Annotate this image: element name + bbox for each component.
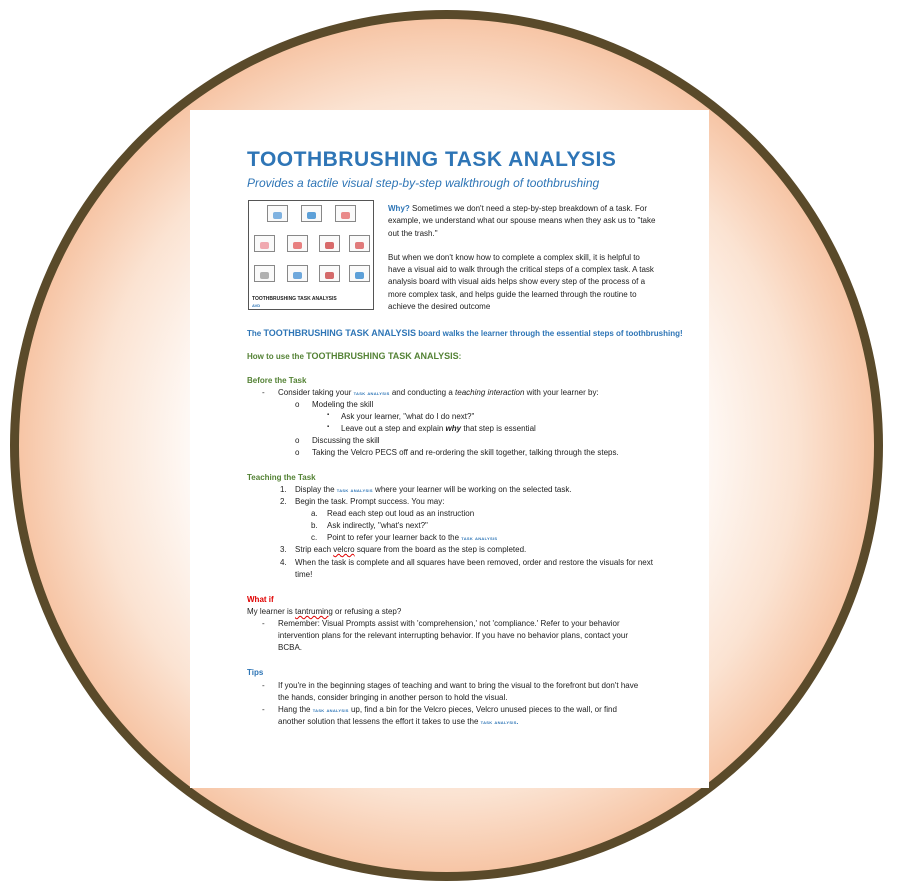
teaching-step-continued: time!	[295, 570, 313, 579]
board-label: TOOTHBRUSHING TASK ANALYSIS	[252, 296, 337, 302]
before-heading: Before the Task	[247, 376, 307, 385]
teaching-heading: Teaching the Task	[247, 473, 316, 482]
list-number: 3.	[280, 545, 287, 554]
bullet-dash: -	[262, 681, 265, 690]
whatif-response: BCBA.	[278, 643, 303, 652]
board-card	[301, 205, 322, 222]
whatif-response: intervention plans for the relevant interrupting behavior. If you have no behavior plans, contact your	[278, 631, 628, 640]
circle-bullet: o	[295, 448, 300, 457]
tip-item: another solution that lessens the effort it takes to use the task analysis.	[278, 717, 519, 726]
before-subitem: Taking the Velcro PECS off and re-ordering the skill together, talking through the steps.	[312, 448, 619, 457]
tip-item: If you're in the beginning stages of teaching and want to bring the visual to the forefront but don't have	[278, 681, 639, 690]
board-card	[349, 235, 370, 252]
document-page	[190, 110, 709, 788]
document-title: TOOTHBRUSHING TASK ANALYSIS	[247, 148, 617, 171]
board-card	[287, 265, 308, 282]
bullet-dash: -	[262, 619, 265, 628]
board-card	[287, 235, 308, 252]
list-number: 1.	[280, 485, 287, 494]
before-subsubitem: Leave out a step and explain why that step is essential	[341, 424, 536, 433]
circle-bullet: o	[295, 400, 300, 409]
tip-item: the hands, consider bringing in another person to hold the visual.	[278, 693, 508, 702]
circle-bullet: o	[295, 436, 300, 445]
bullet-dash: -	[262, 388, 265, 397]
tip-item: Hang the task analysis up, find a bin for the Velcro pieces, Velcro unused pieces to the wall, or find	[278, 705, 617, 714]
task-analysis-board-thumbnail	[248, 200, 374, 310]
list-number: 4.	[280, 558, 287, 567]
how-to-heading: How to use the TOOTHBRUSHING TASK ANALYSIS:	[247, 351, 462, 361]
teaching-substep: Ask indirectly, "what's next?"	[327, 521, 428, 530]
list-letter: a.	[311, 509, 318, 518]
board-card	[319, 265, 340, 282]
teaching-substep: Point to refer your learner back to the task analysis	[327, 533, 498, 542]
board-card	[349, 265, 370, 282]
board-card	[319, 235, 340, 252]
square-bullet: ▪	[327, 412, 330, 418]
board-card	[267, 205, 288, 222]
bullet-dash: -	[262, 705, 265, 714]
document-subtitle: Provides a tactile visual step-by-step walkthrough of toothbrushing	[247, 176, 600, 190]
intro-text	[388, 203, 656, 325]
before-subitem: Modeling the skill	[312, 400, 374, 409]
whatif-heading: What if	[247, 595, 274, 604]
board-card	[254, 235, 275, 252]
list-number: 2.	[280, 497, 287, 506]
whatif-response: Remember: Visual Prompts assist with 'comprehension,' not 'compliance.' Refer to your behavior	[278, 619, 620, 628]
why-label: Why?	[388, 204, 410, 213]
before-subsubitem: Ask your learner, "what do I do next?"	[341, 412, 475, 421]
before-item: Consider taking your task analysis and conducting a teaching interaction with your learner by:	[278, 388, 599, 397]
teaching-step: When the task is complete and all squares have been removed, order and restore the visuals for next	[295, 558, 653, 567]
whatif-question: My learner is tantruming or refusing a step?	[247, 607, 402, 616]
intro-paragraph-1: Why? Sometimes we don't need a step-by-step breakdown of a task. For example, we understand what our spouse means when they ask us to "take out the trash."	[388, 204, 656, 238]
intro-paragraph-2: But when we don't know how to complete a complex skill, it is helpful to have a visual aid to walk through the critical steps of a complex task. A task analysis board with visual aids helps show every step of the process of a more complex task, and helps guide the learned through the routine to achieve the desired outcome	[388, 252, 654, 312]
board-card	[335, 205, 356, 222]
list-letter: c.	[311, 533, 318, 542]
teaching-step: Strip each velcro square from the board as the step is completed.	[295, 545, 527, 554]
tagline: The TOOTHBRUSHING TASK ANALYSIS board walks the learner through the essential steps of toothbrushing!	[247, 328, 683, 338]
teaching-step: Begin the task. Prompt success. You may:	[295, 497, 445, 506]
teaching-step: Display the task analysis where your learner will be working on the selected task.	[295, 485, 572, 494]
board-logo: AVD	[252, 303, 261, 308]
board-card	[254, 265, 275, 282]
square-bullet: ▪	[327, 424, 330, 430]
teaching-substep: Read each step out loud as an instruction	[327, 509, 475, 518]
list-letter: b.	[311, 521, 318, 530]
before-subitem: Discussing the skill	[312, 436, 380, 445]
tips-heading: Tips	[247, 668, 264, 677]
